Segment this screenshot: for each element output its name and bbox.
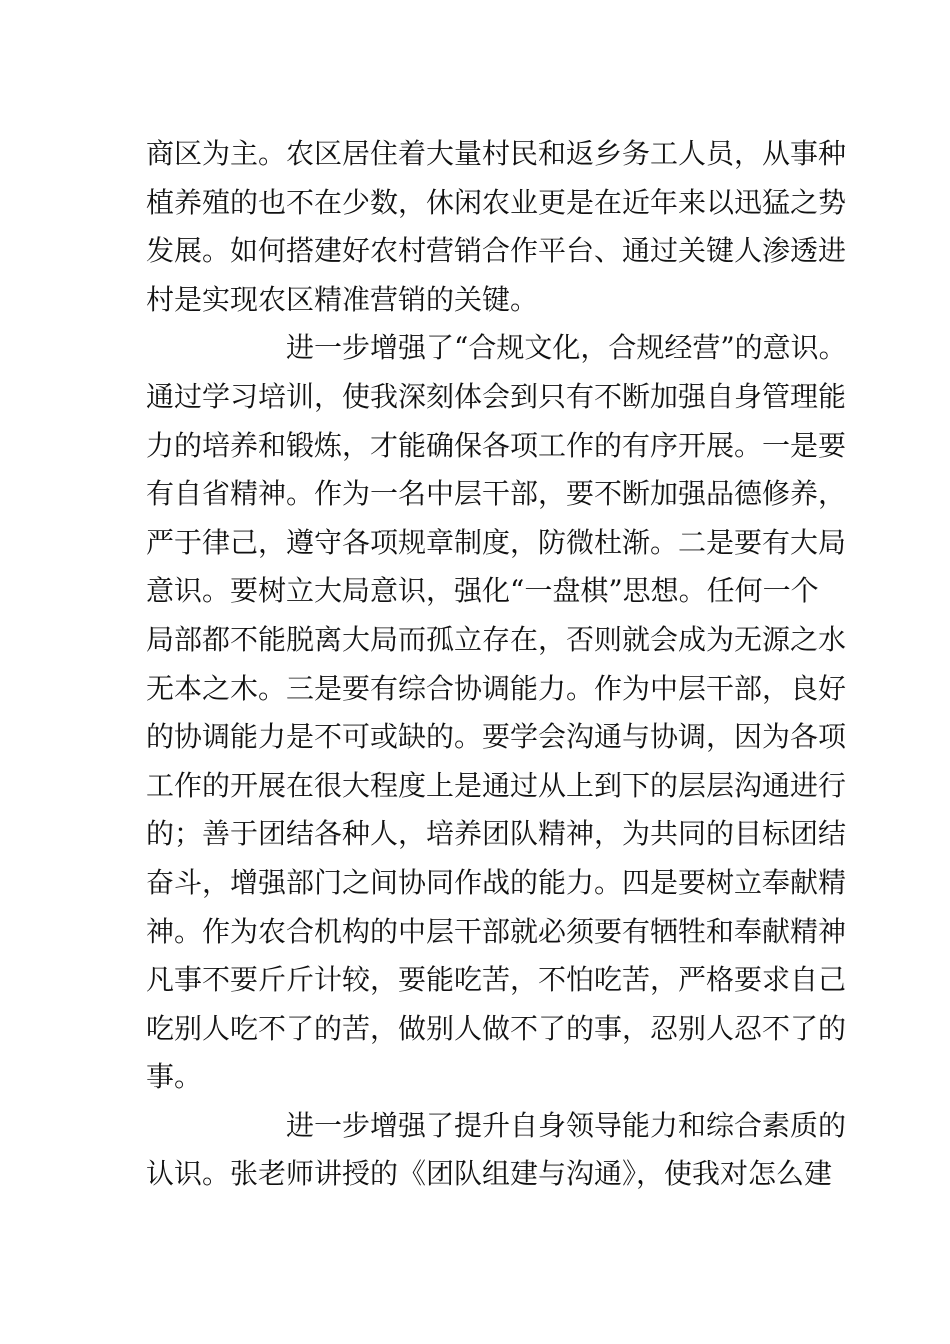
text-line: 奋斗，增强部门之间协同作战的能力。四是要树立奉献精 — [146, 865, 847, 899]
text-line: 工作的开展在很大程度上是通过从上到下的层层沟通进行 — [146, 768, 847, 802]
text-line: 无本之木。三是要有综合协调能力。作为中层干部，良好 — [146, 671, 847, 705]
text-line: 有自省精神。作为一名中层干部，要不断加强品德修养， — [146, 477, 847, 511]
text-line: 意识。要树立大局意识，强化“一盘棋”思想。任何一个 — [146, 574, 819, 608]
text-line: 事。 — [146, 1060, 203, 1094]
text-line: 植养殖的也不在少数，休闲农业更是在近年来以迅猛之势 — [146, 185, 847, 219]
text-line: 认识。张老师讲授的《团队组建与沟通》，使我对怎么建 — [146, 1157, 833, 1191]
text-line: 局部都不能脱离大局而孤立存在，否则就会成为无源之水 — [146, 622, 847, 656]
text-line: 村是实现农区精准营销的关键。 — [146, 282, 539, 316]
text-line: 商区为主。农区居住着大量村民和返乡务工人员，从事种 — [146, 137, 847, 170]
paragraph-start-line: 进一步增强了提升自身领导能力和综合素质的 — [286, 1108, 847, 1142]
text-line: 的协调能力是不可或缺的。要学会沟通与协调，因为各项 — [146, 720, 847, 754]
text-line: 神。作为农合机构的中层干部就必须要有牺牲和奉献精神 — [146, 914, 847, 948]
text-line: 的；善于团结各种人，培养团队精神，为共同的目标团结 — [146, 817, 847, 851]
text-line: 凡事不要斤斤计较，要能吃苦，不怕吃苦，严格要求自己 — [146, 963, 847, 997]
text-line: 通过学习培训，使我深刻体会到只有不断加强自身管理能 — [146, 379, 847, 413]
text-line: 力的培养和锻炼，才能确保各项工作的有序开展。一是要 — [146, 428, 847, 462]
text-line: 吃别人吃不了的苦，做别人做不了的事，忍别人忍不了的 — [146, 1011, 847, 1045]
text-line: 严于律己，遵守各项规章制度，防微杜渐。二是要有大局 — [146, 525, 847, 559]
body-text — [146, 130, 846, 1199]
text-line: 发展。如何搭建好农村营销合作平台、通过关键人渗透进 — [146, 234, 847, 268]
paragraph-start-line: 进一步增强了“合规文化，合规经营”的意识。 — [286, 331, 847, 365]
